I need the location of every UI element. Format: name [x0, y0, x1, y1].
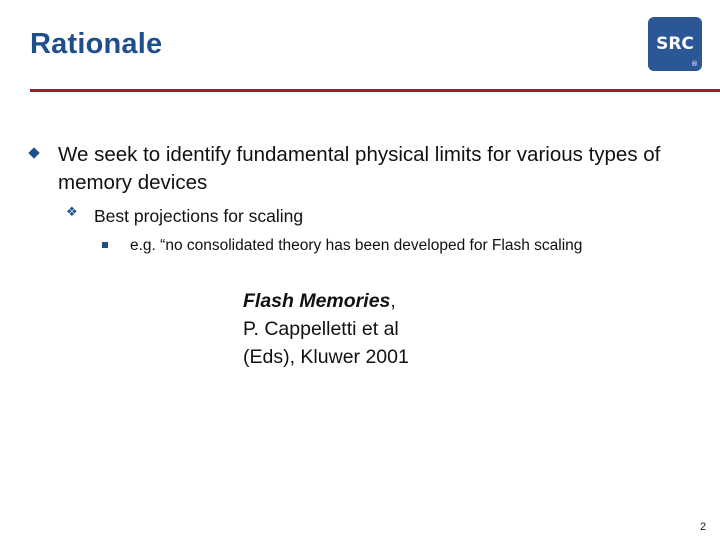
logo-text: SRC — [656, 34, 694, 54]
slide-title: Rationale — [30, 28, 163, 60]
citation-authors: P. Cappelletti et al — [243, 318, 399, 340]
bullet-level-3 — [102, 234, 682, 257]
square-bullet-icon — [102, 242, 108, 248]
title-divider — [30, 89, 720, 92]
four-diamond-bullet-icon: ❖ — [66, 205, 78, 220]
citation-book-title: Flash Memories — [243, 290, 391, 312]
book-citation — [243, 287, 409, 371]
src-logo — [648, 17, 702, 71]
bullet-level-1 — [30, 141, 670, 197]
bullet-level-1-text: We seek to identify fundamental physical limits for various types of memory devices — [58, 143, 661, 194]
diamond-bullet-icon — [28, 147, 39, 158]
bullet-level-3-text: e.g. “no consolidated theory has been developed for Flash scaling — [130, 237, 583, 254]
bullet-level-2-text: Best projections for scaling — [94, 206, 304, 226]
page-number: 2 — [700, 521, 707, 533]
bullet-level-2 — [66, 204, 666, 228]
logo-registered-mark: ® — [691, 60, 698, 68]
citation-comma: , — [390, 290, 396, 312]
citation-publisher: (Eds), Kluwer 2001 — [243, 346, 409, 368]
